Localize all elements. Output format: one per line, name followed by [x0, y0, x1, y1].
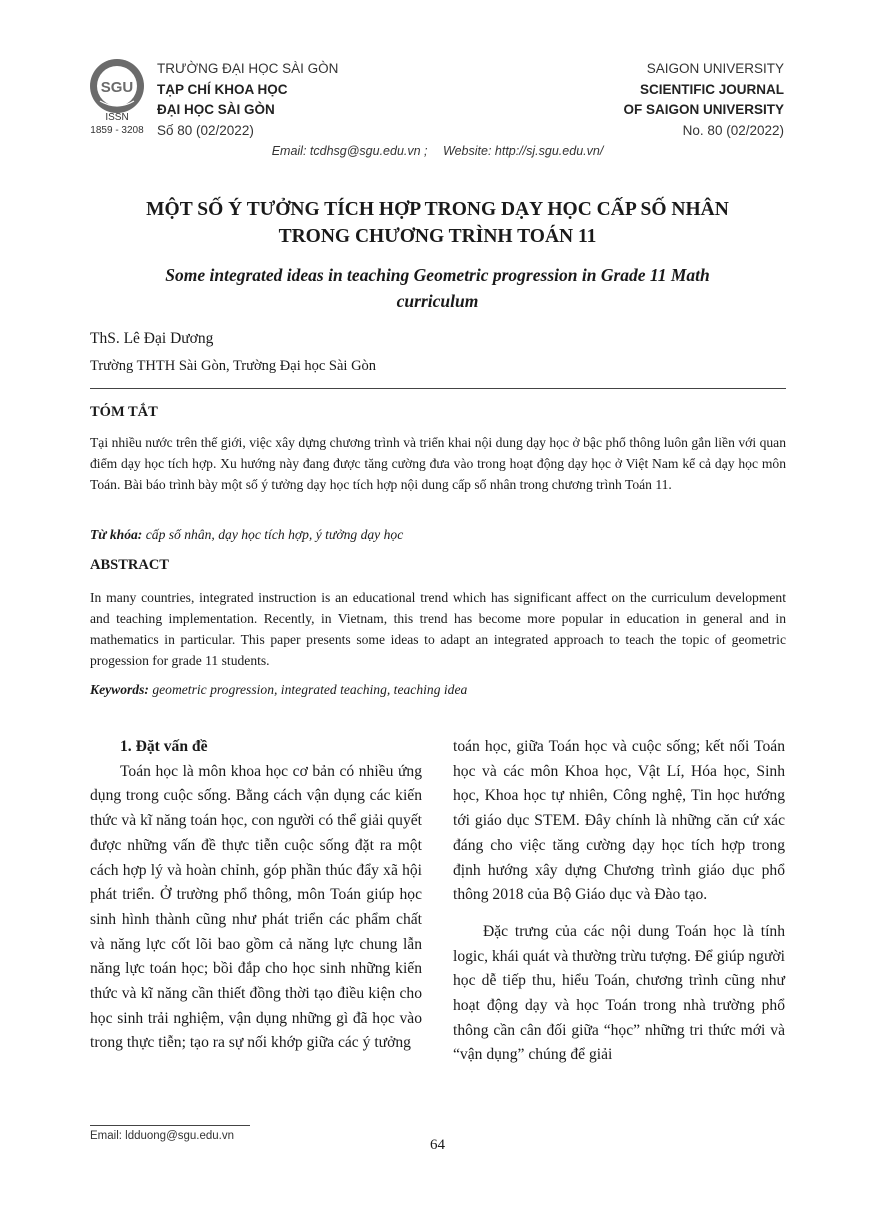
summary-keywords-value: cấp số nhân, dạy học tích hợp, ý tưởng dạy học	[145, 527, 404, 542]
abstract-keywords	[90, 682, 467, 698]
body-paragraph: Toán học là môn khoa học cơ bản có nhiều ứng dụng trong cuộc sống. Bằng cách vận dụng các kiến thức và kĩ năng toán học, con người có thể giải quyết được những vấn đề thực tiễn cuộc sống đặt ra một cách hợp lý và hoàn chỉnh, góp phần thúc đẩy xã hội phát triển. Ở trường phổ thông, môn Toán giúp học sinh hình thành cũng như phát triển các phẩm chất và năng lực cốt lõi bao gồm cả năng lực chung lẫn năng lực toán học; bồi đắp cho học sinh những kiến thức và kĩ năng cần thiết đồng thời tạo điều kiện cho học sinh trải nghiệm, vận dụng những gì đã học vào trong thực tiễn; tạo ra sự nối khớp giữa các ý tưởng	[90, 762, 422, 1052]
abstract-keywords-label: Keywords:	[90, 682, 149, 697]
logo-text: SGU	[100, 79, 134, 96]
issn-block	[82, 111, 152, 137]
journal-logo	[88, 57, 146, 115]
subtitle-line-1: Some integrated ideas in teaching Geometric progression in Grade 11 Math	[165, 265, 710, 285]
body-paragraph-continued: toán học, giữa Toán học và cuộc sống; kết nối Toán học và các môn Khoa học, Vật Lí, Hóa học, Sinh học, Khoa học tự nhiên, Công nghệ, Tin học hướng tới giáo dục STEM. Đây chính là những căn cứ xác đáng cho việc tăng cường dạy học tích hợp trong định hướng xây dựng Chương trình giáo dục phổ thông 2018 của Bộ Giáo dục và Đào tạo.	[453, 738, 785, 904]
author-affiliation: Trường THTH Sài Gòn, Trường Đại học Sài Gòn	[90, 358, 377, 374]
header-journal-vi-2: ĐẠI HỌC SÀI GÒN	[157, 102, 275, 117]
journal-email: Email: tcdhsg@sgu.edu.vn ;	[271, 144, 428, 158]
abstract-heading: ABSTRACT	[90, 557, 169, 573]
header-contact	[0, 144, 875, 158]
university-seal-icon	[88, 57, 146, 115]
abstract-text: In many countries, integrated instruction is an educational trend which has significant affect on the curriculum development and teaching implementation. Recently, in Vietnam, this trend has become more popular in education in general and in mathematics in particular. This paper presents some ideas to adapt an integrated approach to teach the topic of geometric progession for grade 11 students.	[90, 590, 786, 668]
header-issue-en: No. 80 (02/2022)	[682, 122, 784, 138]
section-heading: 1. Đặt vấn đề	[120, 738, 208, 755]
author-name: ThS. Lê Đại Dương	[90, 330, 214, 347]
header-right-en	[623, 59, 784, 141]
body-paragraph: Đặc trưng của các nội dung Toán học là tính logic, khái quát và thường trừu tượng. Để giúp người học dễ tiếp thu, hiểu Toán, chương trình cũng như hoạt động dạy và học Toán trong nhà trường phổ thông cần cân đối giữa “học” những tri thức mới và “vận dụng” chúng để giải	[453, 922, 785, 1064]
summary-keywords-label: Từ khóa:	[90, 527, 143, 542]
title-line-1: MỘT SỐ Ý TƯỞNG TÍCH HỢP TRONG DẠY HỌC CẤP SỐ NHÂN	[146, 199, 729, 220]
footnote-divider	[90, 1125, 250, 1126]
abstract-keywords-value: geometric progression, integrated teaching, teaching idea	[152, 682, 468, 697]
header-journal-en-2: OF SAIGON UNIVERSITY	[623, 102, 784, 117]
body-column-left	[90, 735, 422, 1056]
header-journal-vi: TẠP CHÍ KHOA HỌC	[157, 81, 288, 97]
divider	[90, 388, 786, 389]
article-subtitle	[90, 262, 785, 314]
title-line-2: TRONG CHƯƠNG TRÌNH TOÁN 11	[278, 226, 597, 247]
body-column-right	[453, 735, 785, 1068]
subtitle-line-2: curriculum	[396, 291, 479, 311]
header-left-vi	[157, 59, 338, 141]
article-title	[90, 196, 785, 250]
page-number: 64	[430, 1137, 445, 1153]
summary-keywords	[90, 527, 403, 543]
summary-heading: TÓM TẮT	[90, 404, 158, 420]
summary-text: Tại nhiều nước trên thế giới, việc xây dựng chương trình và triển khai nội dung dạy học ở bậc phổ thông luôn gắn liền với quan điểm dạy học tích hợp. Xu hướng này đang được tăng cường đưa vào trong hoạt động dạy học ở Việt Nam kể cả dạy học môn Toán. Bài báo trình bày một số ý tưởng dạy học tích hợp nội dung cấp số nhân trong chương trình Toán 11.	[90, 435, 786, 492]
issn-number: 1859 - 3208	[90, 125, 144, 136]
header-issue-vi: Số 80 (02/2022)	[157, 122, 254, 138]
header-university-vi: TRƯỜNG ĐẠI HỌC SÀI GÒN	[157, 61, 339, 76]
author-email: Email: ldduong@sgu.edu.vn	[90, 1130, 235, 1142]
issn-label: ISSN	[105, 112, 129, 123]
header-journal-en: SCIENTIFIC JOURNAL	[639, 81, 784, 97]
journal-website: Website: http://sj.sgu.edu.vn/	[443, 144, 604, 158]
header-university-en: SAIGON UNIVERSITY	[646, 61, 784, 76]
